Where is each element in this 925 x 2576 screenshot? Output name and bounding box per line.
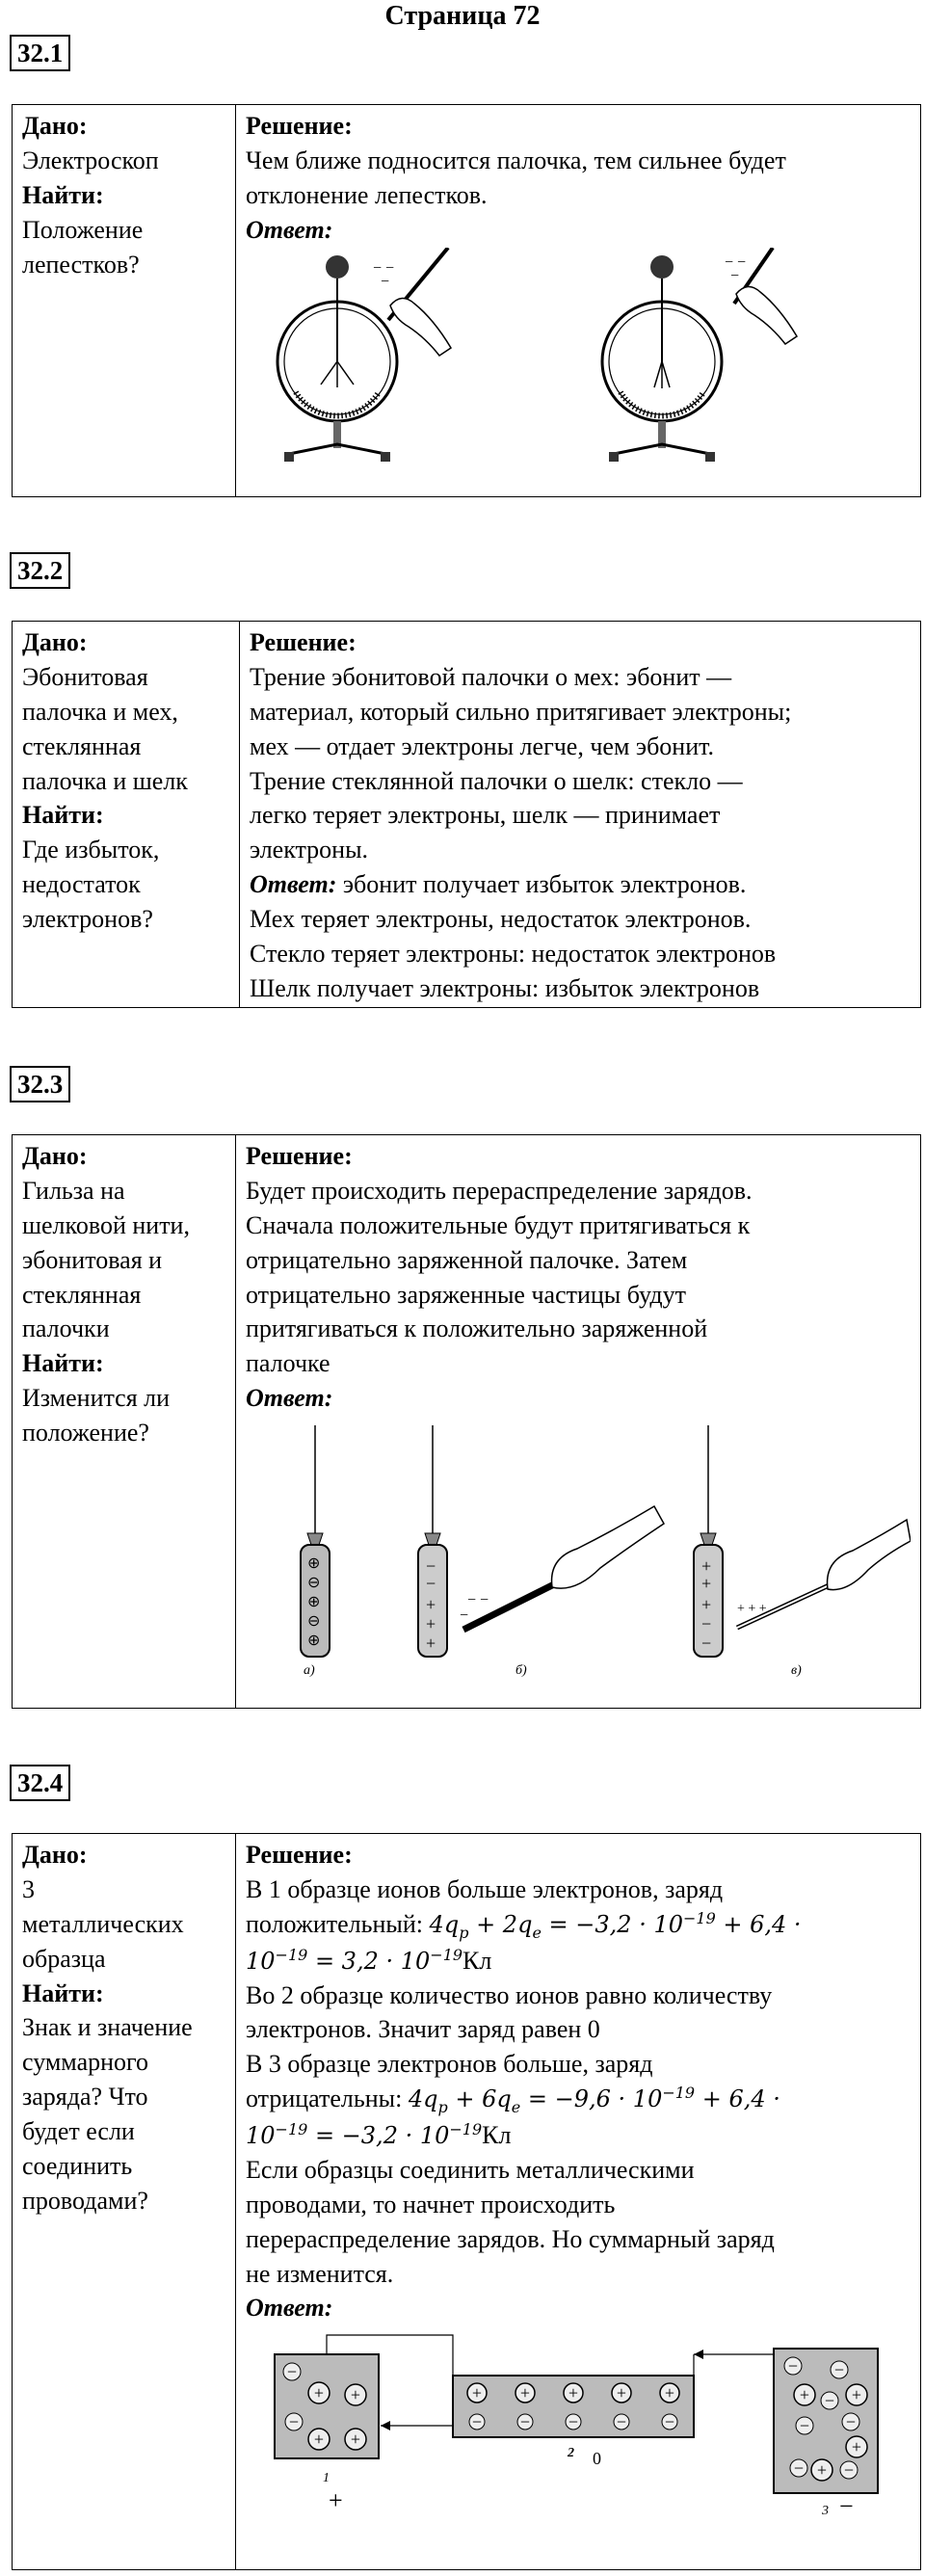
answer-text: Стекло теряет электроны: недостаток электронов <box>250 939 777 968</box>
svg-text:−: − <box>824 2391 835 2411</box>
svg-text:−: − <box>799 2416 810 2436</box>
solution-text: Трение стеклянной палочки о шелк: стекло — <box>250 766 743 795</box>
figure-label-c: в) <box>791 1663 802 1678</box>
given-text: стеклянная <box>22 731 142 760</box>
task-number-32-1: 32.1 <box>10 35 70 71</box>
find-label: Найти: <box>22 801 104 830</box>
find-text: электронов? <box>22 905 153 933</box>
solution-text: притягиваться к положительно заряженной <box>246 1315 708 1343</box>
sample-1-label: 1 <box>323 2471 330 2486</box>
answer-label: Ответ: <box>246 2294 333 2323</box>
answer-label: Ответ: <box>246 215 333 244</box>
given-text: палочка и шелк <box>22 766 188 795</box>
svg-text:⊕: ⊕ <box>307 1594 321 1610</box>
electroscope-figure <box>246 248 911 479</box>
metal-samples-figure <box>246 2325 911 2547</box>
svg-text:+: + <box>816 2460 828 2481</box>
given-column <box>13 1135 236 1708</box>
svg-text:+: + <box>851 2385 862 2405</box>
svg-text:+: + <box>701 1595 712 1614</box>
solution-text: мех — отдает электроны легче, чем эбонит. <box>250 731 715 760</box>
svg-text:−: − <box>426 1556 436 1576</box>
given-label: Дано: <box>22 112 88 140</box>
solution-column <box>240 622 920 1007</box>
svg-text:+: + <box>426 1614 436 1633</box>
sample-3-label: 3 <box>822 2504 829 2519</box>
find-text: лепестков? <box>22 250 140 279</box>
electroscope-left <box>278 248 451 462</box>
svg-text:−: − <box>381 273 390 290</box>
solution-text: отрицательно заряженной палочке. Затем <box>246 1245 688 1274</box>
given-text: эбонитовая и <box>22 1245 163 1274</box>
sleeve-a <box>301 1425 330 1678</box>
task-number-32-4: 32.4 <box>10 1765 70 1801</box>
find-text: суммарного <box>22 2048 149 2077</box>
svg-text:+: + <box>350 2385 361 2405</box>
solution-label: Решение: <box>246 1841 353 1869</box>
svg-text:+: + <box>799 2385 810 2405</box>
given-text: металлических <box>22 1909 184 1938</box>
given-text: стеклянная <box>22 1280 142 1309</box>
find-text: Знак и значение <box>22 2013 193 2042</box>
solution-text: электроны. <box>250 836 369 864</box>
solution-text: отрицательны: <box>246 2085 403 2113</box>
solution-label: Решение: <box>250 628 357 656</box>
task-number-32-3: 32.3 <box>10 1066 70 1102</box>
sample-2-value: 0 <box>593 2449 601 2469</box>
find-text: заряда? Что <box>22 2083 148 2111</box>
svg-text:−: − <box>843 2460 855 2481</box>
figure-label-a: а) <box>304 1663 315 1678</box>
svg-text:+: + <box>616 2383 627 2403</box>
svg-text:+: + <box>701 1556 712 1576</box>
find-text: недостаток <box>22 870 141 899</box>
solution-column <box>236 1834 920 2569</box>
solution-text: отрицательно заряженные частицы будут <box>246 1280 686 1309</box>
svg-text:+: + <box>350 2430 361 2450</box>
svg-text:+: + <box>471 2383 483 2403</box>
find-text: Где избыток, <box>22 836 160 864</box>
given-label: Дано: <box>22 628 88 656</box>
find-label: Найти: <box>22 1978 104 2007</box>
svg-text:−: − <box>701 1614 712 1633</box>
given-text: Гильза на <box>22 1176 125 1205</box>
task-32-2 <box>12 621 921 1008</box>
svg-text:+: + <box>426 1633 436 1653</box>
solution-text: В 3 образце электронов больше, заряд <box>246 2050 653 2079</box>
svg-text:− −: − − <box>373 259 395 277</box>
find-text: проводами? <box>22 2186 148 2215</box>
electroscope-right <box>602 248 797 462</box>
given-label: Дано: <box>22 1142 88 1170</box>
given-label: Дано: <box>22 1841 88 1869</box>
svg-text:⊕: ⊕ <box>307 1555 321 1572</box>
answer-label: Ответ: <box>250 870 337 899</box>
solution-formula-1-cont: $10^{-19} = 3,2 \cdot 10^{-19}Кл$ <box>246 1945 492 1975</box>
solution-text: Если образцы соединить металлическими <box>246 2155 695 2184</box>
task-32-4 <box>12 1833 921 2570</box>
svg-text:−: − <box>833 2360 845 2380</box>
svg-text:−: − <box>616 2412 627 2432</box>
solution-text: Во 2 образце количество ионов равно количеству <box>246 1980 773 2009</box>
solution-text: легко теряет электроны, шелк — принимает <box>250 801 721 830</box>
find-label: Найти: <box>22 180 104 209</box>
find-text: Изменится ли <box>22 1384 171 1413</box>
solution-text: электронов. Значит заряд равен 0 <box>246 2015 600 2044</box>
svg-text:⊕: ⊕ <box>307 1633 321 1649</box>
svg-text:−: − <box>519 2412 531 2432</box>
svg-text:⊖: ⊖ <box>307 1613 321 1630</box>
figure-label-b: б) <box>515 1663 527 1678</box>
svg-text:+: + <box>568 2383 579 2403</box>
given-column <box>13 105 236 496</box>
sleeve-b <box>418 1425 664 1678</box>
sleeve-figure <box>246 1416 911 1681</box>
svg-text:+: + <box>519 2383 531 2403</box>
svg-text:−: − <box>845 2412 857 2432</box>
solution-text: не изменится. <box>246 2259 394 2288</box>
solution-formula-3-cont: $10^{-19} = -3,2 \cdot 10^{-19}Кл$ <box>246 2120 512 2149</box>
svg-text:+: + <box>313 2383 325 2403</box>
svg-text:−: − <box>787 2356 799 2377</box>
solution-text: Трение эбонитовой палочки о мех: эбонит — <box>250 662 732 691</box>
task-32-1 <box>12 104 921 497</box>
given-text: Электроскоп <box>22 146 159 174</box>
solution-text: перераспределение зарядов. Но суммарный заряд <box>246 2224 775 2253</box>
task-number-32-2: 32.2 <box>10 552 70 589</box>
given-text: палочки <box>22 1315 110 1343</box>
svg-text:+ + +: + + + <box>737 1602 767 1616</box>
svg-text:⊖: ⊖ <box>307 1575 321 1591</box>
given-column <box>13 1834 236 2569</box>
svg-text:−: − <box>793 2458 805 2479</box>
svg-text:−: − <box>664 2412 675 2432</box>
answer-text: Шелк получает электроны: избыток электронов <box>250 973 760 1002</box>
page-title: Страница 72 <box>384 1 541 31</box>
svg-text:+: + <box>851 2437 862 2457</box>
given-text: образца <box>22 1944 106 1973</box>
svg-text:−: − <box>701 1633 712 1653</box>
find-label: Найти: <box>22 1349 104 1378</box>
given-text: палочка и мех, <box>22 697 178 726</box>
solution-text: Сначала положительные будут притягиваться к <box>246 1210 751 1239</box>
svg-text:−: − <box>460 1607 469 1624</box>
answer-text: эбонит получает избыток электронов. <box>342 870 747 899</box>
svg-text:−: − <box>471 2412 483 2432</box>
task-32-3 <box>12 1134 921 1709</box>
svg-text:−: − <box>568 2412 579 2432</box>
solution-label: Решение: <box>246 112 353 140</box>
sample-3-sign: − <box>839 2492 854 2521</box>
solution-formula-3: отрицательны: $4q_p + 6q_e = -9,6 \cdot 10^{-19} + 6,4$ · <box>246 2084 780 2116</box>
svg-text:+: + <box>664 2383 675 2403</box>
solution-column <box>236 1135 920 1708</box>
answer-line <box>250 867 911 902</box>
svg-text:− −: − − <box>725 253 747 271</box>
svg-text:−: − <box>288 2412 300 2432</box>
answer-label: Ответ: <box>246 1384 333 1413</box>
find-text: Положение <box>22 215 144 244</box>
solution-label: Решение: <box>246 1142 353 1170</box>
sample-2-label: 2 <box>568 2446 574 2461</box>
svg-text:+: + <box>701 1574 712 1593</box>
solution-text: материал, который сильно притягивает электроны; <box>250 697 792 726</box>
given-text: шелковой нити, <box>22 1210 190 1239</box>
svg-text:+: + <box>313 2430 325 2450</box>
solution-text: проводами, то начнет происходить <box>246 2190 616 2218</box>
svg-text:−: − <box>286 2362 298 2382</box>
solution-text: положительный: <box>246 1909 424 1938</box>
given-text: 3 <box>22 1874 35 1903</box>
solution-text: Будет происходить перераспределение зарядов. <box>246 1176 753 1205</box>
given-column <box>13 622 240 1007</box>
solution-column <box>236 105 920 496</box>
svg-text:−: − <box>730 267 740 284</box>
given-text: Эбонитовая <box>22 662 148 691</box>
answer-text: Мех теряет электроны, недостаток электронов. <box>250 905 752 933</box>
solution-text: отклонение лепестков. <box>246 180 488 209</box>
find-text: будет если <box>22 2117 135 2145</box>
solution-text: палочке <box>246 1349 330 1378</box>
sample-1-sign: + <box>329 2486 343 2515</box>
solution-formula-1: положительный: $4q_p + 2q_e = -3,2 \cdot 10^{-19} + 6,4$ · <box>246 1908 802 1942</box>
svg-text:− −: − − <box>467 1592 489 1608</box>
solution-text: В 1 образце ионов больше электронов, заряд <box>246 1874 724 1903</box>
sleeve-c <box>694 1425 911 1678</box>
svg-text:−: − <box>426 1574 436 1593</box>
find-text: соединить <box>22 2151 133 2180</box>
solution-text: Чем ближе подносится палочка, тем сильнее будет <box>246 146 786 174</box>
find-text: положение? <box>22 1419 149 1447</box>
svg-text:+: + <box>426 1595 436 1614</box>
